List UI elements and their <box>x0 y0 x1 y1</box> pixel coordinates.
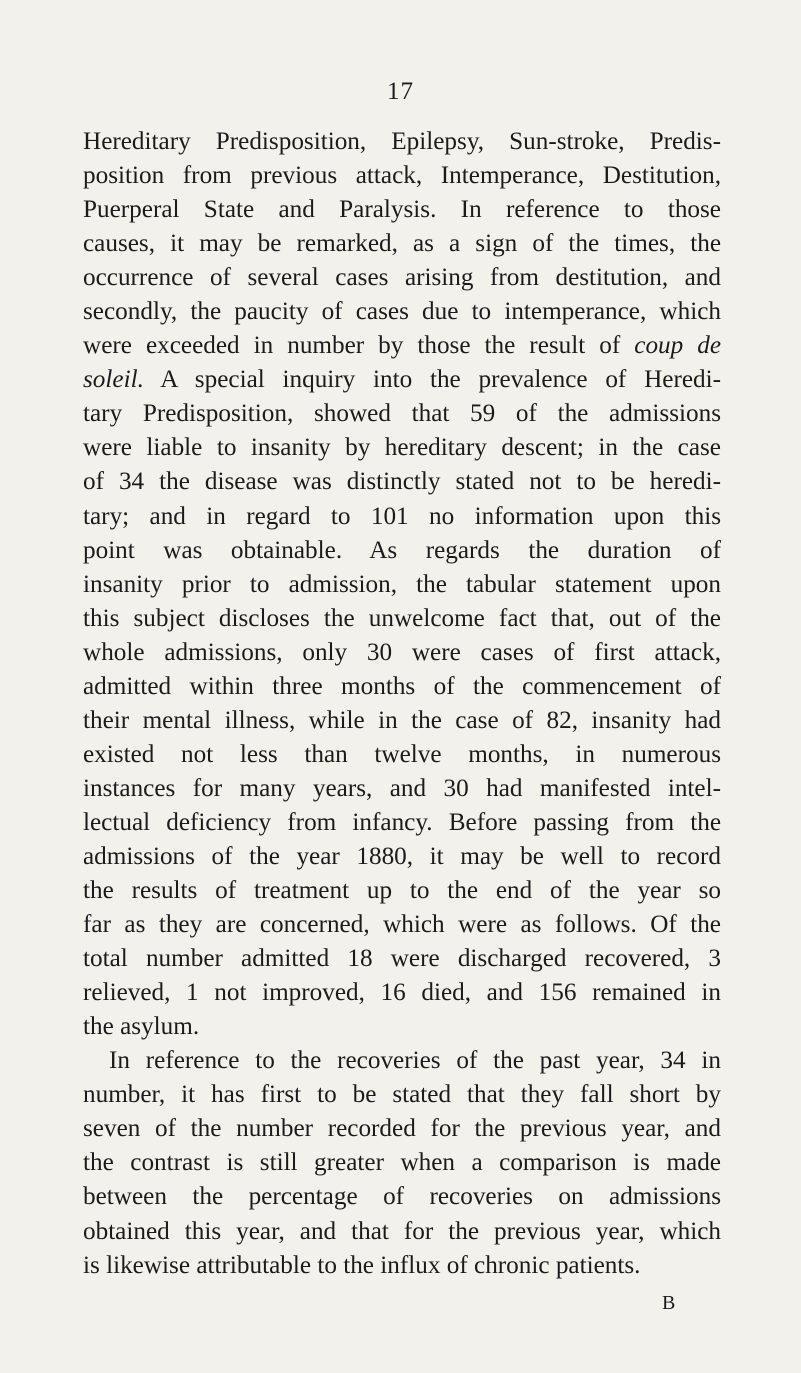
text-line-23: the results of treatment up to the end of the year so <box>83 877 721 905</box>
text-line-12: tary; and in regard to 101 no information upon this <box>83 502 721 530</box>
text-line-18: their mental illness, while in the case of 82, insanity had <box>83 706 721 734</box>
text-line-21: lectual deficiency from infancy. Before passing from the <box>83 808 721 836</box>
text-line-1: Hereditary Predisposition, Epilepsy, Sun-stroke, Predis- <box>83 128 721 155</box>
text-line-13: point was obtainable. As regards the duration of <box>83 536 721 564</box>
text-line-2: position from previous attack, Intemperance, Destitution, <box>83 162 721 190</box>
text-line-33: obtained this year, and that for the previous year, which <box>83 1217 721 1245</box>
text-line-20: instances for many years, and 30 had manifested intel- <box>83 774 721 802</box>
body-text <box>83 125 721 1283</box>
text-line-4: causes, it may be remarked, as a sign of the times, the <box>83 230 721 258</box>
text-line-27: the asylum. <box>83 1013 200 1041</box>
text-line-16: whole admissions, only 30 were cases of first attack, <box>83 638 721 666</box>
text-line-22: admissions of the year 1880, it may be well to record <box>83 842 721 870</box>
text-line-3: Puerperal State and Paralysis. In reference to those <box>83 196 721 224</box>
text-line-11: of 34 the disease was distinctly stated not to be heredi- <box>83 468 721 496</box>
text-line-28: In reference to the recoveries of the past year, 34 in <box>109 1047 721 1075</box>
text-line-10: were liable to insanity by hereditary descent; in the case <box>83 434 721 462</box>
text-line-7-roman: were exceeded in number by those the result of <box>83 332 621 360</box>
signature-mark: B <box>662 1292 676 1314</box>
text-line-5: occurrence of several cases arising from destitution, and <box>83 264 721 292</box>
text-line-30: seven of the number recorded for the previous year, and <box>83 1115 721 1143</box>
text-line-34: is likewise attributable to the influx of chronic patients. <box>83 1251 641 1279</box>
text-line-14: insanity prior to admission, the tabular statement upon <box>83 570 721 598</box>
text-line-26: relieved, 1 not improved, 16 died, and 156 remained in <box>83 979 721 1007</box>
text-line-29: number, it has first to be stated that they fall short by <box>83 1081 721 1109</box>
italic-phrase-soleil: soleil. <box>83 366 144 394</box>
text-line-32: between the percentage of recoveries on admissions <box>83 1183 721 1211</box>
text-line-24: far as they are concerned, which were as follows. Of the <box>83 911 721 939</box>
text-line-19: existed not less than twelve months, in numerous <box>83 740 721 768</box>
text-line-15: this subject discloses the unwelcome fact that, out of the <box>83 604 721 632</box>
page-number: 17 <box>387 78 414 105</box>
italic-phrase-coup-de: coup de <box>634 332 722 360</box>
text-line-25: total number admitted 18 were discharged recovered, 3 <box>83 945 721 973</box>
text-line-7 <box>83 329 721 363</box>
text-line-31: the contrast is still greater when a comparison is made <box>83 1149 721 1177</box>
text-line-8-roman: A special inquiry into the prevalence of Heredi- <box>160 366 721 394</box>
text-line-9: tary Predisposition, showed that 59 of the admissions <box>83 400 721 428</box>
text-line-17: admitted within three months of the commencement of <box>83 672 721 700</box>
text-line-8 <box>83 363 721 397</box>
text-line-6: secondly, the paucity of cases due to intemperance, which <box>83 298 721 326</box>
